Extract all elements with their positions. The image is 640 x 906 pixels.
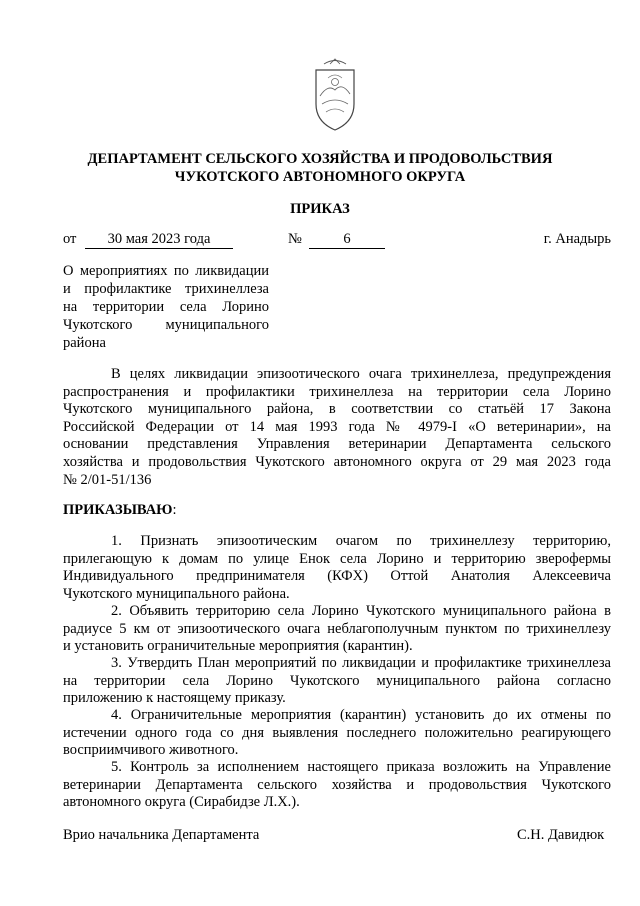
order-date: 30 мая 2023 года (85, 231, 233, 249)
subject-line: района (63, 335, 106, 351)
order-word-colon: : (172, 502, 177, 518)
item-line: приложению к настоящему приказу. (63, 690, 286, 707)
department-line-1: ДЕПАРТАМЕНТ СЕЛЬСКОГО ХОЗЯЙСТВА И ПРОДОВОЛЬСТВИЯ (87, 151, 553, 167)
document-title: ПРИКАЗ (290, 201, 350, 217)
item-line: и установить ограничительные мероприятия (карантин). (63, 638, 413, 655)
order-item-3 (63, 655, 611, 708)
order-word (63, 502, 177, 519)
item-line: 1. Признать эпизоотическим очагом по трихинеллезу территорию, (111, 533, 611, 549)
order-item-2 (63, 603, 611, 656)
preamble-line: Чукотского муниципального района, в соответствии со статьёй 17 Закона (63, 401, 611, 418)
item-line: восприимчивого животного. (63, 742, 239, 759)
preamble-line: распространения и профилактики трихинеллеза на территории села Лорино (63, 383, 611, 400)
subject-line: и профилактике трихинеллеза (63, 281, 269, 297)
subject-line: на территории села Лорино (63, 299, 269, 315)
item-line: Индивидуального предпринимателя (КФХ) Оттой Анатолия Алексеевича (63, 568, 611, 585)
order-details-row (63, 231, 611, 251)
item-line: прилегающую к домам по улице Енок села Лорино и территорию зверофермы (63, 550, 611, 567)
item-line: 3. Утвердить План мероприятий по ликвидации и профилактике трихинеллеза (111, 655, 611, 671)
order-item-5 (63, 759, 611, 812)
item-line: 2. Объявить территорию села Лорино Чукотского муниципального района в (111, 603, 611, 619)
city: г. Анадырь (543, 231, 611, 247)
number-label: № (288, 231, 302, 247)
preamble-line: В целях ликвидации эпизоотического очага трихинеллеза, предупреждения (111, 366, 611, 382)
item-line: автономного округа (Сирабидзе Л.Х.). (63, 794, 300, 811)
order-word-text: ПРИКАЗЫВАЮ (63, 502, 173, 518)
item-line: Чукотского муниципального района. (63, 585, 290, 602)
order-item-1 (63, 533, 611, 603)
subject-line: О мероприятиях по ликвидации (63, 263, 269, 279)
preamble (63, 366, 611, 489)
subject-line: Чукотского муниципального (63, 317, 269, 333)
item-line: ветеринарии Департамента сельского хозяйства и продовольствия Чукотского (63, 776, 611, 793)
date-label: от (63, 231, 77, 247)
order-number: 6 (309, 231, 385, 249)
item-line: на территории села Лорино Чукотского муниципального района согласно (63, 672, 611, 689)
coat-of-arms-icon (312, 56, 358, 134)
order-item-4 (63, 707, 611, 760)
item-line: 4. Ограничительные мероприятия (карантин) установить до их отмены по (111, 707, 611, 723)
preamble-line: основании представления Управления ветеринарии Департамента сельского (63, 436, 611, 453)
preamble-line: Российской Федерации от 14 мая 1993 года № 4979-I «О ветеринарии», на (63, 418, 611, 435)
preamble-line: хозяйства и продовольствия Чукотского автономного округа от 29 мая 2023 года (63, 453, 611, 470)
item-line: 5. Контроль за исполнением настоящего приказа возложить на Управление (111, 759, 611, 775)
item-line: радиусе 5 км от эпизоотического очага неблагополучным пунктом по трихинеллезу (63, 620, 611, 637)
item-line: истечении одного года со дня выявления последнего положительно реагирующего (63, 724, 611, 741)
preamble-line: № 2/01-51/136 (63, 471, 152, 488)
signatory-position: Врио начальника Департамента (63, 827, 260, 843)
department-line-2: ЧУКОТСКОГО АВТОНОМНОГО ОКРУГА (174, 169, 466, 185)
signatory-name: С.Н. Давидюк (517, 827, 605, 843)
order-subject (63, 262, 269, 352)
department-name (40, 150, 600, 186)
